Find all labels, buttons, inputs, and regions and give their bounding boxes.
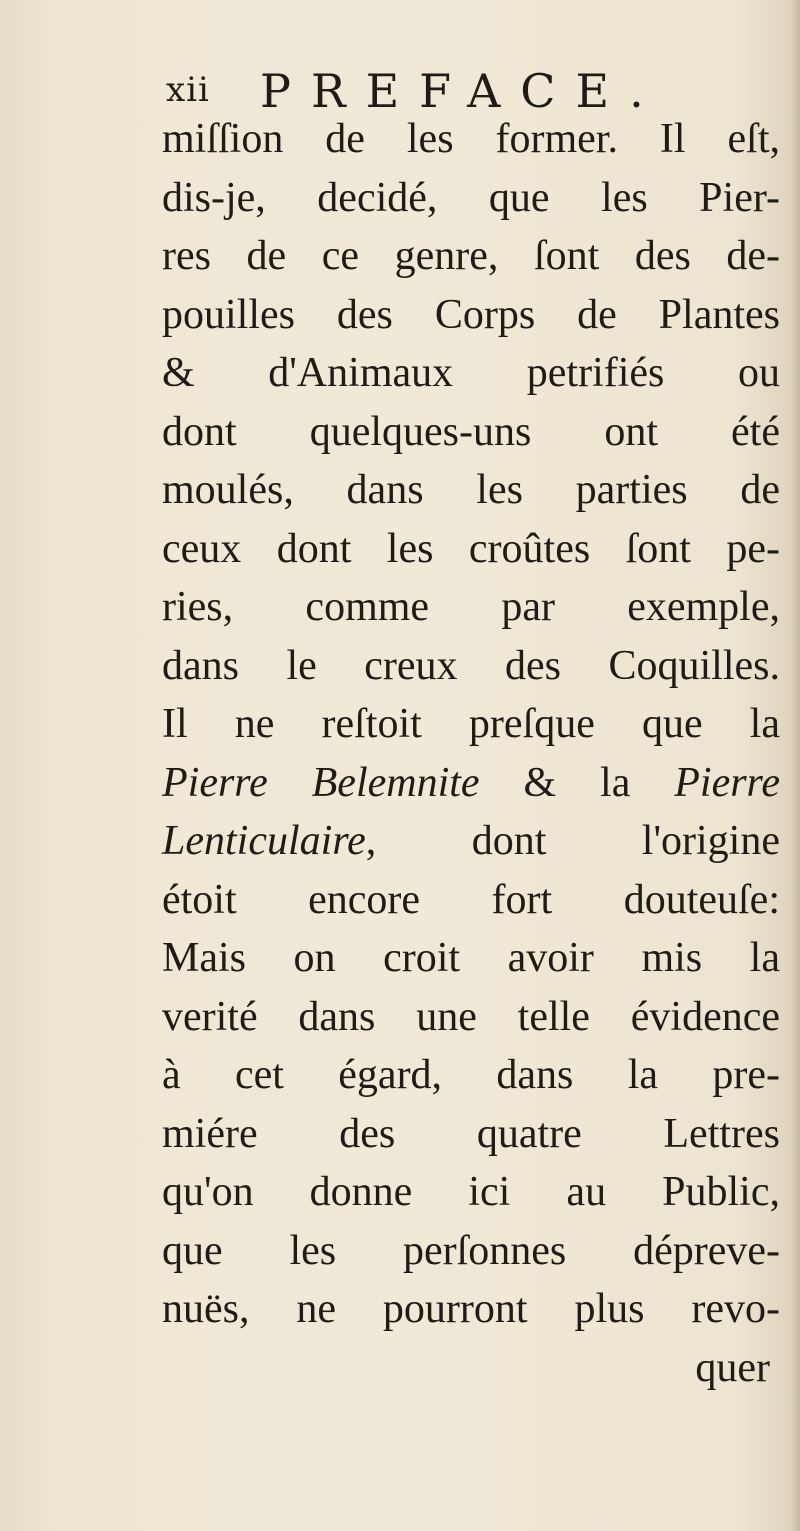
italic-term: Lenticulaire	[162, 818, 366, 864]
text-line: Mais on croit avoir mis la	[162, 935, 780, 981]
body-text	[162, 110, 780, 1397]
text-line: qu'on donne ici au Public,	[162, 1169, 780, 1215]
text-line: miére des quatre Lettres	[162, 1110, 780, 1157]
text-line: res de ce genre, ſont des de-	[162, 233, 780, 279]
text-line: dans le creux des Coquilles.	[162, 642, 780, 689]
text-line: Lenticulaire, dont l'origine	[162, 818, 780, 864]
text-line: moulés, dans les parties de	[162, 467, 780, 513]
page-edge-shadow	[790, 0, 800, 1531]
text-line: dis-je, decidé, que les Pier-	[162, 174, 780, 221]
text-line: pouilles des Corps de Plantes	[162, 291, 780, 338]
text-line: ries, comme par exemple,	[162, 584, 780, 630]
page-number: xii	[166, 70, 210, 110]
text-line: miſſion de les former. Il eſt,	[162, 116, 780, 162]
text-line: & d'Animaux petrifiés ou	[162, 350, 780, 396]
text-line: nuës, ne pourront plus revo-	[162, 1286, 780, 1332]
text-line: ceux dont les croûtes ſont pe-	[162, 525, 780, 572]
text-line: à cet égard, dans la pre-	[162, 1052, 780, 1098]
catchword: quer	[695, 1344, 770, 1391]
page-header	[150, 58, 770, 118]
text-line: verité dans une telle évidence	[162, 993, 780, 1040]
text-line: que les perſonnes dépreve-	[162, 1227, 780, 1274]
text-line: étoit encore fort douteuſe:	[162, 876, 780, 923]
running-title: PREFACE.	[260, 64, 664, 118]
italic-term: Pierre Belemnite	[162, 759, 480, 806]
italic-term: Pierre	[674, 759, 780, 806]
text-line: Il ne reſtoit preſque que la	[162, 701, 780, 747]
text-line: Pierre Belemnite & la Pierre	[162, 759, 780, 806]
text-line: dont quelques-uns ont été	[162, 408, 780, 455]
